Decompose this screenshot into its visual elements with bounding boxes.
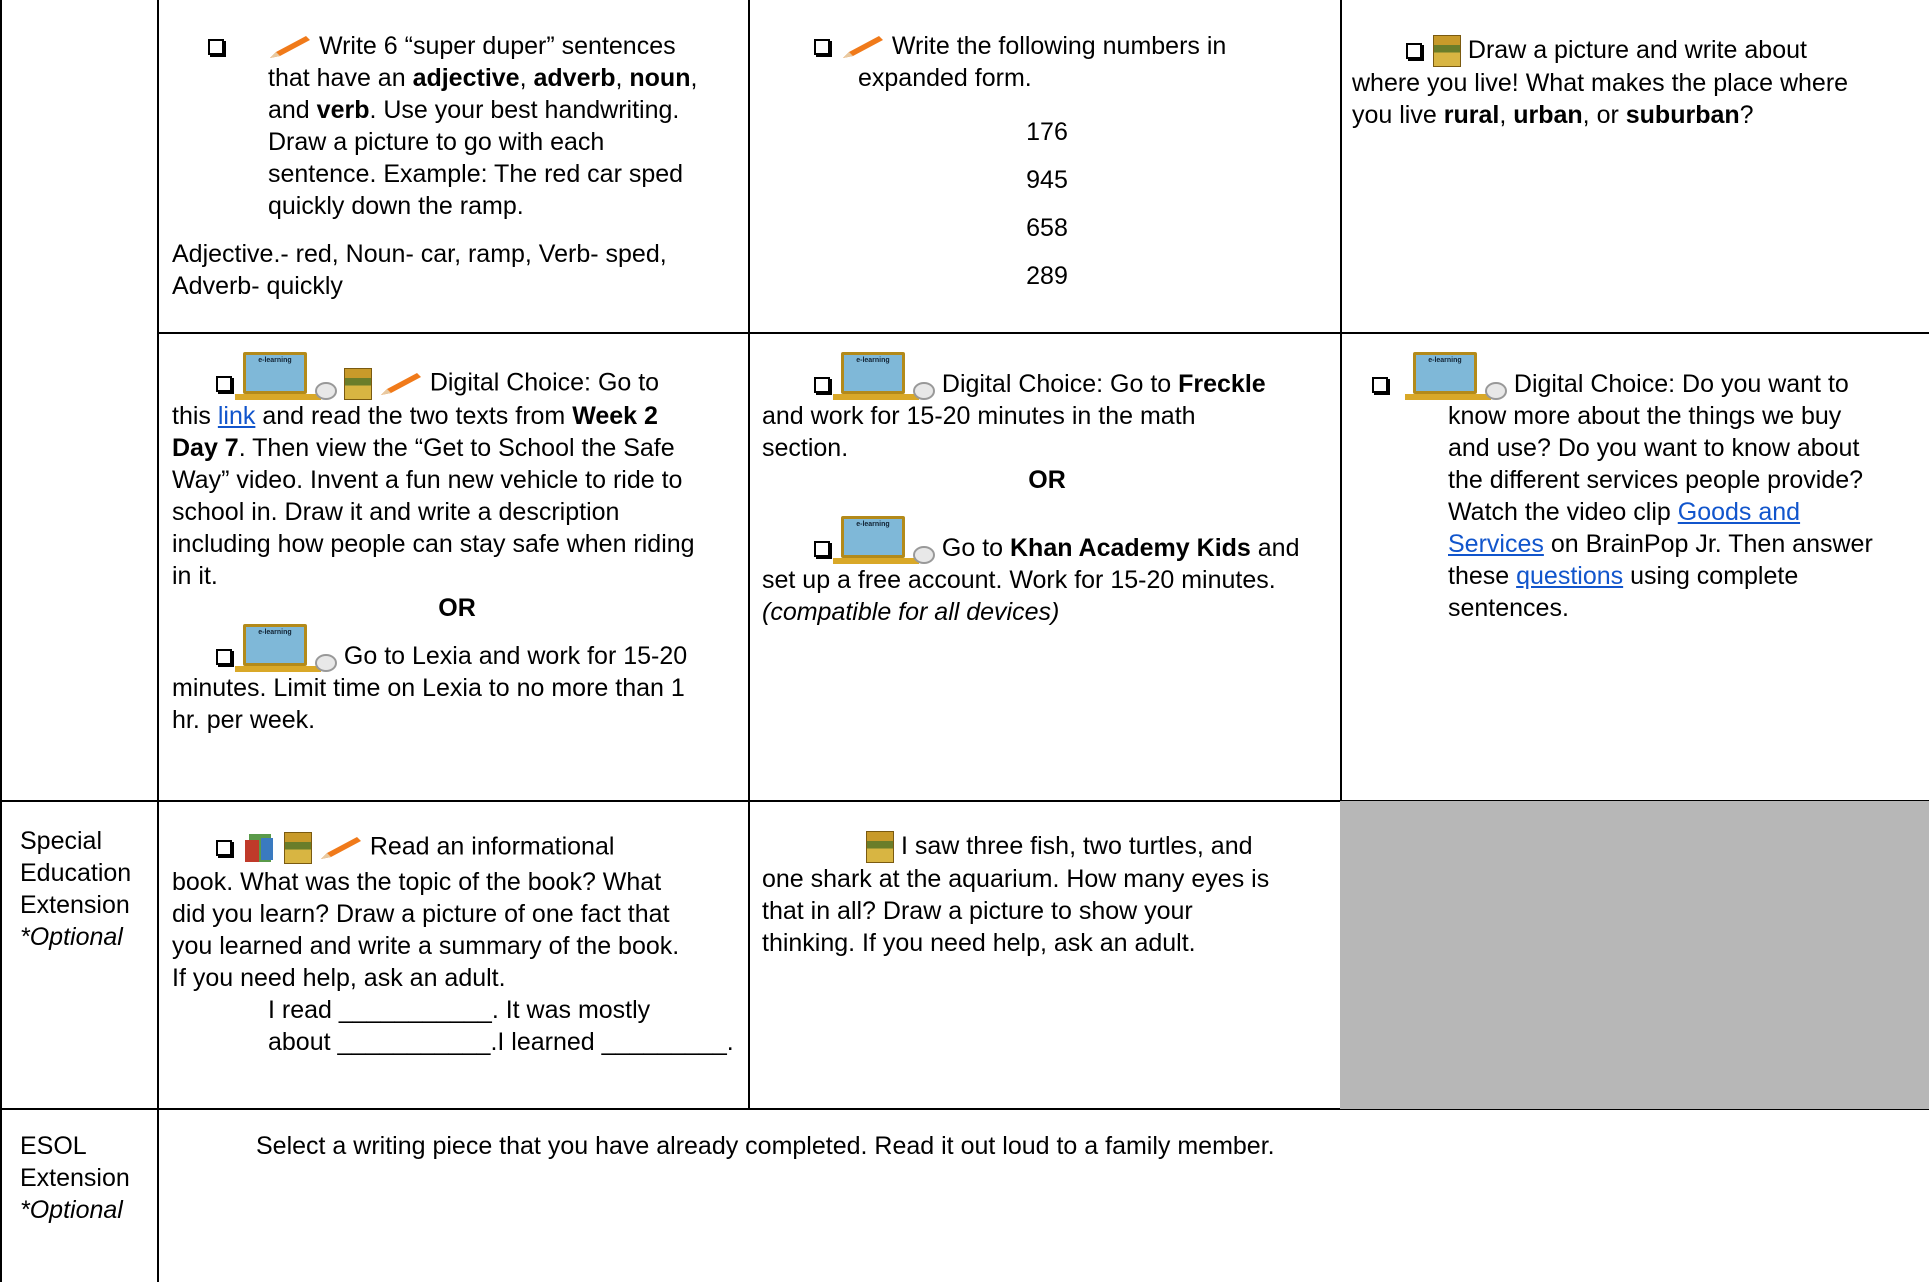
checkbox-icon[interactable] bbox=[216, 840, 232, 856]
text-line: thinking. If you need help, ask an adult. bbox=[762, 929, 1196, 958]
text-line: this link and read the two texts from Week 2 bbox=[172, 402, 658, 430]
text-line: sentence. Example: The red car sped bbox=[268, 160, 684, 188]
or-label: OR bbox=[1028, 466, 1066, 494]
table-border bbox=[157, 0, 159, 1282]
crayon-box-icon bbox=[866, 831, 894, 863]
text-line: Go to Khan Academy Kids and bbox=[941, 534, 1300, 562]
checkbox-icon[interactable] bbox=[216, 376, 232, 392]
text-line: Read an informational bbox=[369, 832, 615, 861]
goods-and-services-link[interactable]: Services bbox=[1448, 530, 1544, 558]
text-line: set up a free account. Work for 15-20 minutes. bbox=[762, 566, 1276, 594]
text-line: expanded form. bbox=[858, 64, 1032, 92]
e-learning-laptop-icon: e-learning bbox=[243, 624, 321, 672]
text-line: Write 6 “super duper” sentences bbox=[318, 32, 676, 60]
text-line: If you need help, ask an adult. bbox=[172, 964, 506, 992]
text-line: including how people can stay safe when riding bbox=[172, 530, 695, 558]
esol-extension-label: ESOL Extension *Optional bbox=[20, 1132, 130, 1224]
text-line: and work for 15-20 minutes in the math bbox=[762, 402, 1196, 430]
number-item: 658 bbox=[1026, 214, 1068, 242]
text-line: Draw a picture to go with each bbox=[268, 128, 605, 156]
table-border bbox=[157, 332, 1929, 334]
text-line: that in all? Draw a picture to show your bbox=[762, 897, 1193, 926]
text-line: Way” video. Invent a fun new vehicle to ride to bbox=[172, 466, 683, 494]
text-line: about ___________.I learned _________. bbox=[268, 1028, 734, 1056]
text-line: know more about the things we buy bbox=[1448, 402, 1842, 430]
row2-col2-cell bbox=[762, 352, 1332, 628]
checkbox-icon[interactable] bbox=[814, 377, 830, 393]
special-education-label: Special Education Extension *Optional bbox=[20, 827, 132, 951]
text-line: Day 7. Then view the “Get to School the Safe bbox=[172, 434, 675, 462]
e-learning-laptop-icon: e-learning bbox=[1413, 352, 1491, 400]
checkbox-icon[interactable] bbox=[216, 649, 232, 665]
number-item: 945 bbox=[1026, 166, 1068, 194]
row1-col1-cell bbox=[172, 30, 737, 302]
text-line: you learned and write a summary of the book. bbox=[172, 932, 680, 960]
text-line: Watch the video clip Goods and bbox=[1448, 498, 1801, 526]
text-line: did you learn? Draw a picture of one fact that bbox=[172, 900, 670, 928]
goods-and-services-link[interactable]: Goods and bbox=[1677, 498, 1801, 526]
mouse-icon bbox=[913, 546, 935, 564]
text-line: Go to Lexia and work for 15-20 bbox=[343, 642, 688, 670]
text-line: and use? Do you want to know about bbox=[1448, 434, 1860, 462]
checkbox-icon[interactable] bbox=[814, 541, 830, 557]
text-line: Draw a picture and write about bbox=[1467, 36, 1807, 64]
row3-col1-cell bbox=[172, 830, 742, 1058]
questions-link[interactable]: questions bbox=[1516, 562, 1624, 590]
text-line: sentences. bbox=[1448, 594, 1569, 622]
table-border bbox=[748, 0, 750, 1110]
pencil-icon bbox=[319, 835, 363, 861]
text-line: book. What was the topic of the book? What bbox=[172, 868, 662, 896]
text-line: the different services people provide? bbox=[1448, 466, 1864, 494]
e-learning-laptop-icon: e-learning bbox=[243, 352, 321, 400]
text-line: Digital Choice: Go to bbox=[429, 368, 660, 397]
text-line: minutes. Limit time on Lexia to no more than 1 bbox=[172, 674, 685, 702]
crayon-box-icon bbox=[284, 832, 312, 864]
text-line: you live rural, urban, or suburban? bbox=[1352, 101, 1754, 130]
row2-col1-cell bbox=[172, 352, 742, 736]
text-line: that have an adjective, adverb, noun, bbox=[268, 64, 698, 92]
mouse-icon bbox=[1485, 382, 1507, 400]
row1-col2-cell bbox=[762, 30, 1332, 300]
text-line: quickly down the ramp. bbox=[268, 192, 524, 220]
pencil-icon bbox=[268, 34, 312, 60]
mouse-icon bbox=[315, 382, 337, 400]
checkbox-icon[interactable] bbox=[1406, 43, 1422, 59]
text-line: and verb. Use your best handwriting. bbox=[268, 96, 680, 124]
row2-col3-cell bbox=[1352, 352, 1922, 624]
book-icon bbox=[243, 830, 277, 866]
link[interactable]: link bbox=[217, 402, 256, 430]
text-line: hr. per week. bbox=[172, 706, 316, 734]
empty-shaded-cell bbox=[1340, 801, 1929, 1109]
text-line: one shark at the aquarium. How many eyes is bbox=[762, 865, 1270, 894]
row1-col3-cell bbox=[1352, 34, 1922, 131]
crayon-box-icon bbox=[1433, 35, 1461, 67]
row3-col2-cell bbox=[762, 830, 1332, 959]
text-line: I read ___________. It was mostly bbox=[268, 996, 651, 1024]
e-learning-laptop-icon: e-learning bbox=[841, 352, 919, 400]
crayon-box-icon bbox=[344, 368, 372, 400]
number-item: 176 bbox=[1026, 118, 1068, 146]
text-line: I saw three fish, two turtles, and bbox=[900, 832, 1253, 860]
pencil-icon bbox=[841, 34, 885, 60]
text-line: Write the following numbers in bbox=[891, 32, 1227, 60]
checkbox-icon[interactable] bbox=[814, 39, 830, 55]
checkbox-icon[interactable] bbox=[1372, 377, 1388, 393]
mouse-icon bbox=[315, 654, 337, 672]
text-line: school in. Draw it and write a description bbox=[172, 498, 620, 526]
mouse-icon bbox=[913, 382, 935, 400]
text-line: Digital Choice: Go to Freckle bbox=[941, 370, 1266, 398]
text-line: section. bbox=[762, 434, 849, 462]
checkbox-icon[interactable] bbox=[208, 39, 224, 55]
pencil-icon bbox=[379, 371, 423, 397]
text-line: Digital Choice: Do you want to bbox=[1513, 370, 1849, 398]
text-line: where you live! What makes the place where bbox=[1352, 69, 1849, 98]
or-label: OR bbox=[438, 594, 476, 622]
e-learning-laptop-icon: e-learning bbox=[841, 516, 919, 564]
row4-text: Select a writing piece that you have already completed. Read it out loud to a family member. bbox=[256, 1132, 1275, 1160]
text-line: Adjective.- red, Noun- car, ramp, Verb- sped, bbox=[172, 240, 667, 268]
text-line: Services on BrainPop Jr. Then answer bbox=[1448, 530, 1873, 558]
text-line: Adverb- quickly bbox=[172, 272, 343, 300]
table-border bbox=[0, 0, 2, 1282]
text-line: these questions using complete bbox=[1448, 562, 1799, 590]
text-line: (compatible for all devices) bbox=[762, 598, 1060, 626]
number-item: 289 bbox=[1026, 262, 1068, 290]
text-line: in it. bbox=[172, 562, 218, 590]
